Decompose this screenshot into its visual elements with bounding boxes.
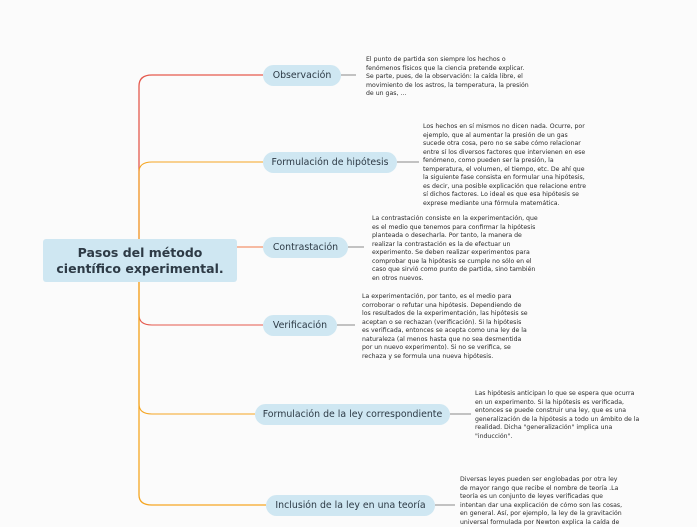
topic-label: Observación bbox=[272, 70, 332, 81]
topic-formulacion-hipotesis[interactable] bbox=[263, 152, 397, 173]
note-contrastacion: La contrastación consiste en la experimentación, que es el medio que tenemos para confirmar la hipótesis planteada o desecharla. Por tanto, la manera de realizar la contrastación es la de efectuar un experimento. Se deben realizar experimentos para comprobar que la hipótesis se cumple no sólo en el caso que sirvió como punto de partida, sino también en otros nuevos. bbox=[372, 215, 538, 282]
topic-inclusion-teoria[interactable] bbox=[266, 495, 435, 516]
connector-ley bbox=[139, 260, 255, 414]
central-topic[interactable] bbox=[43, 239, 237, 282]
note-formulacion-ley: Las hipótesis anticipan lo que se espera que ocurra en un experimento. Si la hipótesis es verificada, entonces se puede construir una ley, que es una generalización de la hipótesis a todo un ámbito de la realidad. Dicha "generalización" implica una "inducción". bbox=[475, 390, 640, 440]
note-formulacion-hipotesis: Los hechos en sí mismos no dicen nada. Ocurre, por ejemplo, que al aumentar la presión de un gas sucede otra cosa, pero no se sabe cómo relacionar entre sí los diversos factores que intervienen en ese fenómeno, como pueden ser la presión, la temperatura, el volumen, el tiempo, etc. De ahí que la siguiente fase consista en formular una hipótesis, es decir, una posible explicación que relacione entre sí dichos factores. Lo ideal es que esa hipótesis se exprese mediante una fórmula matemática. bbox=[423, 123, 587, 207]
connector-teoria bbox=[139, 260, 266, 505]
topic-label: Formulación de hipótesis bbox=[271, 157, 389, 168]
topic-label: Formulación de la ley correspondiente bbox=[262, 409, 443, 420]
note-verificacion: La experimentación, por tanto, es el medio para corroborar o refutar una hipótesis. Dependiendo de los resultados de la experimentación, las hipótesis se aceptan o se rechazan (verificación). Si la hipótesis es verificada, entonces se acepta como una ley de la naturaleza (al menos hasta que no sea desmentida por un nuevo experimento). Si no se verifica, se rechaza y se formula una nueva hipótesis. bbox=[362, 293, 528, 360]
note-inclusion-teoria: Diversas leyes pueden ser englobadas por otra ley de mayor rango que recibe el nombre de teoría .La teoría es un conjunto de leyes verificadas que intentan dar una explicación de cómo son las cosas, en general. Así, por ejemplo, la ley de la gravitación universal formulada por Newton explica la caída de bbox=[460, 476, 623, 526]
topic-contrastacion[interactable] bbox=[263, 237, 348, 258]
topic-formulacion-ley[interactable] bbox=[255, 404, 450, 425]
connector-observacion bbox=[139, 75, 263, 260]
topic-label: Verificación bbox=[272, 320, 328, 331]
topic-observacion[interactable] bbox=[263, 65, 341, 86]
central-topic-title: Pasos del método científico experimental. bbox=[56, 244, 224, 276]
topic-label: Inclusión de la ley en una teoría bbox=[275, 500, 426, 511]
topic-label: Contrastación bbox=[272, 242, 339, 253]
note-observacion: El punto de partida son siempre los hechos o fenómenos físicos que la ciencia pretende explicar. Se parte, pues, de la observación: la caída libre, el movimiento de los astros, la temperatura, la presión de un gas, ... bbox=[366, 56, 529, 97]
topic-verificacion[interactable] bbox=[263, 315, 337, 336]
